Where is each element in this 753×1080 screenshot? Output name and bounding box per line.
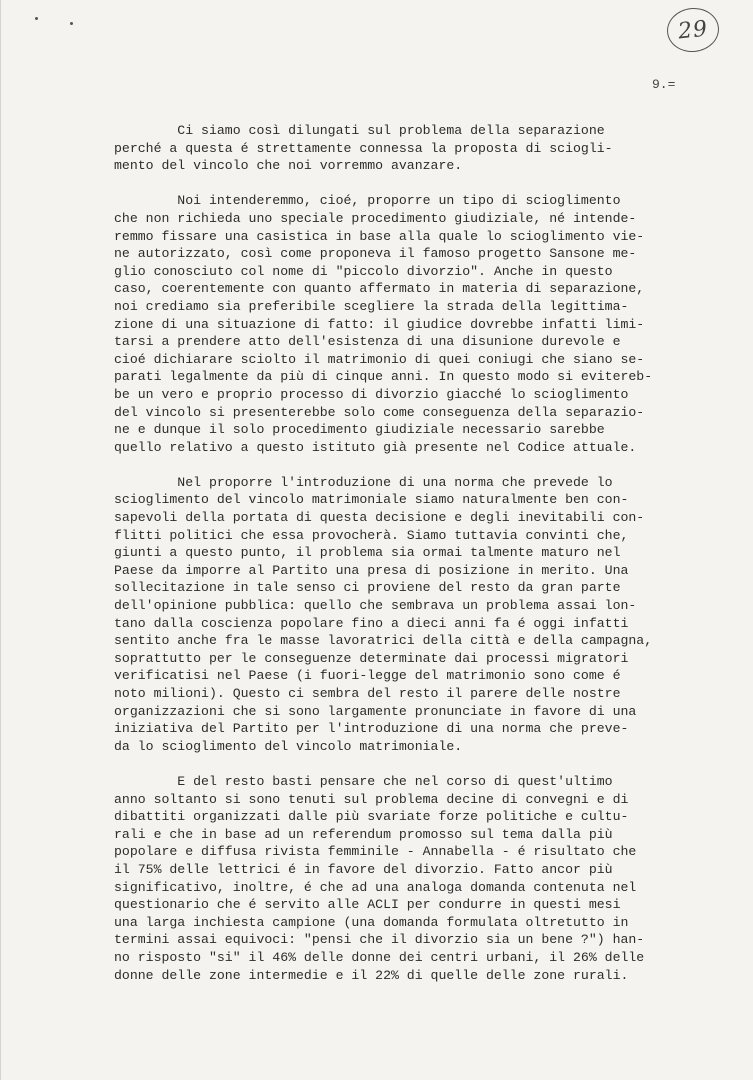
text-line: E del resto basti pensare che nel corso di quest'ultimo bbox=[114, 773, 613, 789]
text-line: cioé dichiarare sciolto il matrimonio di quei coniugi che siano se- bbox=[114, 351, 645, 367]
text-line: quello relativo a questo istituto già presente nel Codice attuale. bbox=[114, 439, 637, 455]
text-line: che non richieda uno speciale procedimento giudiziale, né intende- bbox=[114, 210, 637, 226]
stamp-number: 29 bbox=[676, 16, 710, 44]
text-line: ne autorizzato, così come proponeva il famoso progetto Sansone me- bbox=[114, 246, 637, 262]
text-line: parati legalmente da più di cinque anni. In questo modo si evitereb- bbox=[114, 369, 653, 385]
text-line: Paese da imporre al Partito una presa di posizione in merito. Una bbox=[114, 562, 629, 578]
text-line: glio conosciuto col nome di "piccolo divorzio". Anche in questo bbox=[114, 263, 613, 279]
text-line: ne e dunque il solo procedimento giudiziale necessario sarebbe bbox=[114, 422, 605, 438]
text-line: noi crediamo sia preferibile scegliere la strada della legittima- bbox=[114, 298, 629, 314]
text-line: sentito anche fra le masse lavoratrici della città e della campagna, bbox=[114, 633, 653, 649]
text-line: termini assai equivoci: "pensi che il divorzio sia un bene ?") han- bbox=[114, 932, 645, 948]
text-line: noto milioni). Questo ci sembra del resto il parere delle nostre bbox=[114, 686, 621, 701]
text-line: verificatisi nel Paese (i fuori-legge del matrimonio sono come é bbox=[114, 668, 621, 684]
text-line: anno soltanto si sono tenuti sul problema decine di convegni e di bbox=[114, 791, 629, 807]
text-line: be un vero e proprio processo di divorzio giacché lo scioglimento bbox=[114, 386, 629, 402]
text-line: soprattutto per le conseguenze determinate dai processi migratori bbox=[114, 650, 629, 666]
text-line: del vincolo si presenterebbe solo come conseguenza della separazio- bbox=[114, 404, 645, 420]
body-text bbox=[114, 122, 694, 1002]
page-stamp bbox=[665, 5, 721, 54]
text-line: remmo fissare una casistica in base alla quale lo scioglimento vie- bbox=[114, 228, 645, 244]
text-line: no risposto "si" il 46% delle donne dei centri urbani, il 26% delle bbox=[114, 949, 645, 965]
text-line: donne delle zone intermedie e il 22% di quelle delle zone rurali. bbox=[114, 967, 629, 983]
text-line: una larga inchiesta campione (una domanda formulata oltretutto in bbox=[114, 914, 629, 930]
text-line: flitti politici che essa provocherà. Siamo tuttavia convinti che, bbox=[114, 527, 629, 543]
text-line: questionario che é servito alle ACLI per condurre in questi mesi bbox=[114, 897, 621, 913]
paragraph bbox=[114, 474, 694, 756]
text-line: Ci siamo così dilungati sul problema della separazione bbox=[114, 123, 605, 138]
paragraph bbox=[114, 773, 694, 984]
text-line: rali e che in base ad un referendum promosso sul tema dalla più bbox=[114, 826, 613, 842]
ink-speck bbox=[70, 22, 73, 25]
text-line: zione di una situazione di fatto: il giudice dovrebbe infatti limi- bbox=[114, 316, 645, 332]
text-line: caso, coerentemente con quanto affermato in materia di separazione, bbox=[114, 281, 645, 297]
text-line: iniziativa del Partito per l'introduzione di una norma che preve- bbox=[114, 721, 629, 737]
text-line: significativo, inoltre, é che ad una analoga domanda contenuta nel bbox=[114, 879, 637, 895]
text-line: Noi intenderemmo, cioé, proporre un tipo di scioglimento bbox=[114, 193, 621, 209]
text-line: dell'opinione pubblica: quello che sembrava un problema assai lon- bbox=[114, 598, 637, 614]
text-line: mento del vincolo che noi vorremmo avanzare. bbox=[114, 158, 463, 174]
page-number: 9.= bbox=[652, 77, 676, 92]
text-line: dibattiti organizzati dalle più svariate forze politiche e cultu- bbox=[114, 809, 629, 825]
text-line: popolare e diffusa rivista femminile - Annabella - é risultato che bbox=[114, 844, 637, 860]
text-line: sapevoli della portata di questa decisione e degli inevitabili con- bbox=[114, 510, 645, 526]
text-line: organizzazioni che si sono largamente pronunciate in favore di una bbox=[114, 703, 637, 719]
paragraph bbox=[114, 192, 694, 456]
paragraph bbox=[114, 122, 694, 175]
text-line: perché a questa é strettamente connessa la proposta di sciogli- bbox=[114, 140, 613, 156]
text-line: sollecitazione in tale senso ci proviene del resto da gran parte bbox=[114, 580, 621, 596]
text-line: da lo scioglimento del vincolo matrimoniale. bbox=[114, 738, 463, 754]
text-line: giunti a questo punto, il problema sia ormai talmente maturo nel bbox=[114, 545, 621, 561]
ink-speck bbox=[35, 17, 38, 20]
text-line: tarsi a prendere atto dell'esistenza di una disunione durevole e bbox=[114, 334, 621, 350]
text-line: tano dalla coscienza popolare fino a dieci anni fa é oggi infatti bbox=[114, 615, 629, 631]
text-line: scioglimento del vincolo matrimoniale siamo naturalmente ben con- bbox=[114, 492, 629, 508]
text-line: Nel proporre l'introduzione di una norma che prevede lo bbox=[114, 474, 613, 490]
text-line: il 75% delle lettrici é in favore del divorzio. Fatto ancor più bbox=[114, 861, 613, 877]
